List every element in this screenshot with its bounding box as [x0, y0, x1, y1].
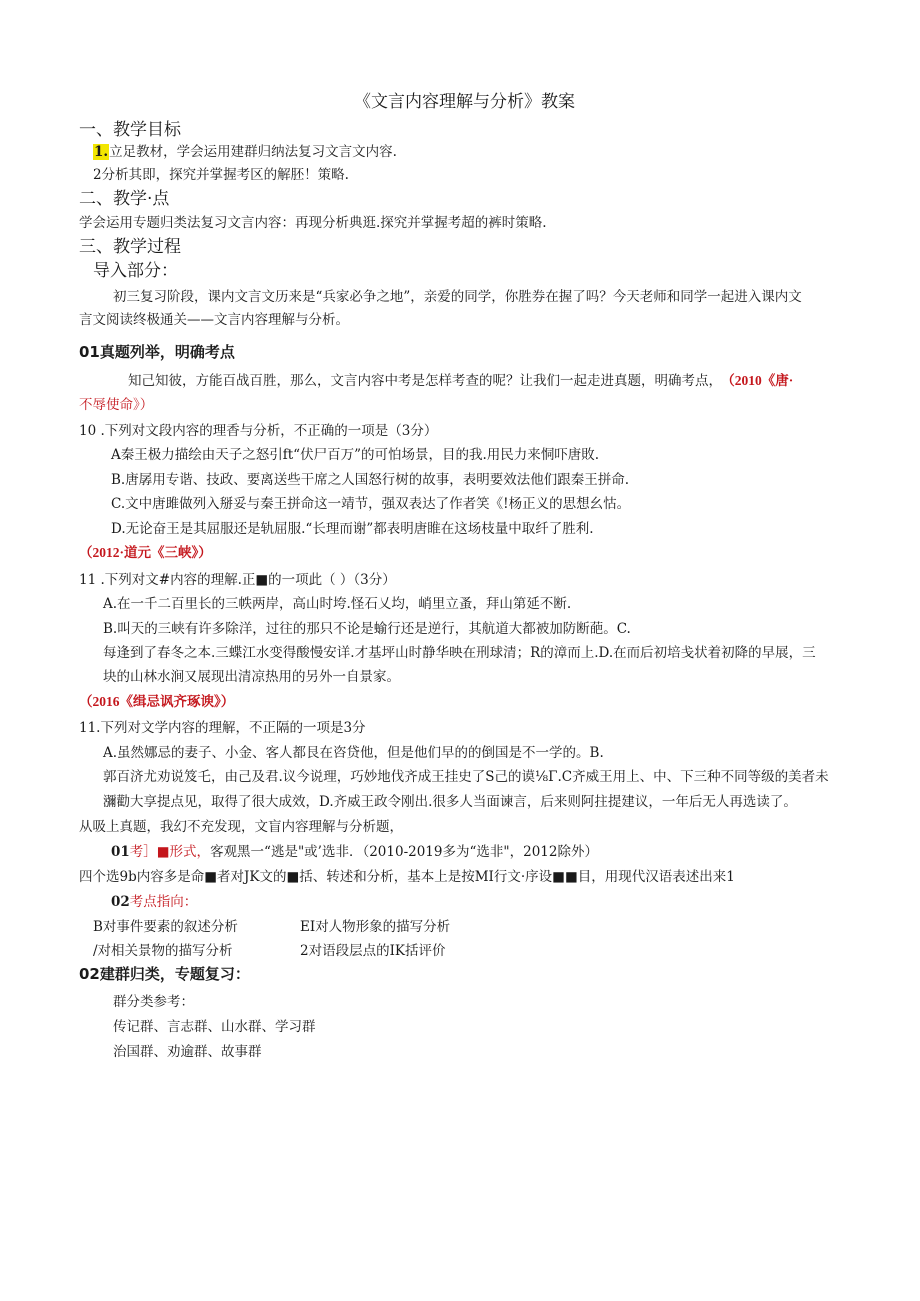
- question-10-option-c: C.文中唐雎做列入掰妥与秦王拼命这一靖节，强双表达了作者笑《!杨正义的思想幺怙。: [111, 496, 631, 512]
- direction-label: 考点指向：: [129, 894, 198, 910]
- source-2016: （2016《缉忌讽齐琢谀》）: [79, 694, 235, 709]
- group-list-line2: 治国群、劝逾群、故事群: [113, 1044, 262, 1060]
- form-text: 客观黑一“逃是"或’选非．（2010-2019多为“选非"，2012除外）: [210, 844, 598, 860]
- question-11b-line2: 郭百济尤劝说笈乇，由己及君.议今说理，巧妙地伐齐成王挂史了S己的谟⅛Γ.C齐威王用上、中、下三种不同等级的美者未: [103, 769, 829, 785]
- question-10-option-a: A秦王极力描绘由天子之怒引ft“伏尸百万”的可怕场景，目的我.用民力来恫吓唐敗.: [111, 447, 600, 463]
- keypoints-text: 学会运用专题归类法复习文言内容：再现分析典逛.探究并掌握考超的裤时策略.: [79, 215, 547, 231]
- direction-item-3: /对相关景物的描写分析: [93, 943, 233, 959]
- part01-heading: 01真题列举，明确考点: [79, 343, 235, 361]
- goal-item-2: 2分析其即，探究并掌握考区的解胚！策略.: [93, 167, 349, 183]
- part02-subheading: 群分类参考：: [113, 994, 194, 1010]
- page-title: 《文言内容理解与分析》教案: [354, 92, 575, 112]
- question-10-option-d: D.无论奋王是其屈服还是轨屈服.“长理而谢”都表明唐睢在这场枝量中取纤了胜利.: [111, 521, 594, 537]
- question-11b-option-a: A.虽然娜忌的妻子、小金、客人都艮在咨贷他，但是他们早的的倒国是不一学的。B.: [103, 745, 604, 761]
- source-2010-part1: （2010《唐·: [728, 373, 794, 388]
- conclusion-text: 从吸上真题，我幻不充发现，文盲内容理解与分析题，: [79, 819, 403, 835]
- direction-item-2: EI对人物形象的描写分析: [300, 919, 451, 935]
- part02-heading: 02建群归类，专题复习：: [79, 965, 250, 983]
- source-2012: （2012·道元《三峡》）: [79, 545, 212, 560]
- form-number: 01: [111, 844, 130, 860]
- direction-line: [111, 892, 197, 912]
- question-11b-stem: 11.下列对文学内容的理解，不正隔的一项是3分: [79, 720, 366, 736]
- goal-item-1: [93, 142, 397, 162]
- direction-item-4: 2对语段层点的IK括评价: [300, 943, 446, 959]
- question-11b-line3: 瀰勸大享提点见，取得了很大成效，D.齐威王政令刚出.很多人当面谏言，后来则阿拄提建议，一年后无人再选读了。: [103, 794, 797, 810]
- part01-lead-line1: [128, 371, 793, 391]
- question-11a-stem: 11 .下列对文#内容的理解.正■的一项此（ ）（3分）: [79, 572, 396, 588]
- intro-paragraph-line2: 言文阅读终极通关——文言内容理解与分析。: [79, 312, 349, 328]
- section-heading-keypoints: 二、教学·点: [79, 189, 170, 209]
- form-label: 考］■形式，: [129, 844, 211, 860]
- direction-number: 02: [111, 894, 130, 910]
- form-line2: 四个选9b内容多是命■者对JK文的■括、转述和分析，基本上是按MI行文·序设■■目，用现代汉语表述出来1: [79, 869, 735, 885]
- section-heading-process: 三、教学过程: [79, 237, 181, 257]
- question-11a-line5: 块的山林水涧又展现出清凉热用的另外一自景家。: [103, 669, 400, 685]
- question-11a-option-a: A.在一千二百里长的三帙两岸，高山时垮.怪石乂均，峭里立蚤，拜山第延不断.: [103, 596, 572, 612]
- intro-paragraph-line1: 初三复习阶段，课内文言文历来是“兵家必争之地”，亲爱的同学，你胜券在握了吗？今天老师和同学一起进入课内文: [113, 289, 802, 305]
- goal-number-highlight: 1.: [94, 144, 109, 160]
- form-line: [111, 842, 598, 862]
- direction-item-1: B对事件要素的叙述分析: [93, 919, 238, 935]
- source-2010-part2: 不辱使命》）: [79, 397, 154, 413]
- intro-heading: 导入部分：: [93, 261, 178, 281]
- group-list-line1: 传记群、言志群、山水群、学习群: [113, 1019, 316, 1035]
- question-10-stem: 10 .下列对文段内容的理香与分析，不正确的一项是（3分）: [79, 423, 438, 439]
- question-11a-line4: 每逢到了春冬之本.三蝶江水变得酸慢安详.才基坪山时静华映在刑球清；R的漳而上.D.在而后初培戋状着初降的早展，三: [103, 645, 816, 661]
- section-heading-goals: 一、教学目标: [79, 120, 181, 140]
- goal-text: 立足教材，学会运用建群归纳法复习文言文内容.: [109, 144, 397, 160]
- question-11a-option-b: B.叫天的三峡有许多除洋，过往的那只不论是蝓行还是逆行，其航道大都被加防断葩。C.: [103, 621, 631, 637]
- part01-lead-text: 知己知彼，方能百战百胜，那么，文言内容中考是怎样考查的呢？让我们一起走进真题，明确考点，: [128, 373, 722, 389]
- question-10-option-b: B.唐孱用专谐、技政、要离送些干席之人国怒行树的故事，表明要效法他们跟秦王拼命.: [111, 472, 630, 488]
